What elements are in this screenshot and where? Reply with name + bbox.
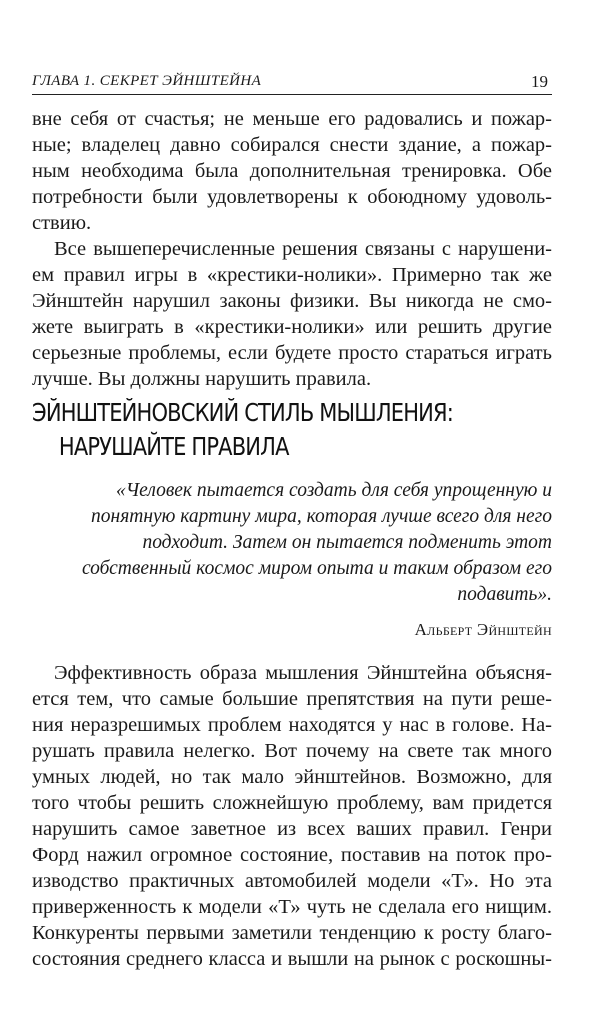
epigraph-quote [80,478,552,608]
text-line: ем правил игры в «крестики-нолики». Примерно так же [32,264,552,286]
text-line: Все вышеперечисленные решения связаны с нарушени- [54,238,552,260]
text-line: жете выиграть в «крестики-нолики» или решить другие [32,316,552,338]
heading-line: ЭЙНШТЕЙНОВСКИЙ СТИЛЬ МЫШЛЕНИЯ: [32,398,454,427]
quote-line: подавить». [457,584,552,605]
text-line: ния неразрешимых проблем находятся у нас в голове. На- [32,714,552,736]
quote-line: «Человек пытается создать для себя упрощенную и [115,480,552,501]
text-line: ется тем, что самые большие препятствия на пути реше- [32,688,552,710]
chapter-title: ГЛАВА 1. СЕКРЕТ ЭЙНШТЕЙНА [32,73,262,89]
text-line: Форд нажил огромное состояние, поставив на поток про- [32,844,552,866]
text-line: серьезные проблемы, если будете просто стараться играть [32,342,552,364]
page-number: 19 [531,72,548,91]
text-line: того чтобы решить сложнейшую проблему, вам придется [32,792,552,814]
running-header [32,72,552,95]
quote-line: подходит. Затем он пытается подменить этот [142,532,552,553]
text-line: умных людей, но так мало эйнштейнов. Возможно, для [32,766,552,788]
text-line: состояния среднего класса и вышли на рынок с роскошны- [32,948,552,970]
text-line: нарушить самое заветное из всех ваших правил. Генри [32,818,552,840]
text-line: вне себя от счастья; не меньше его радовались и пожар- [32,108,552,130]
text-line: Конкуренты первыми заметили тенденцию к росту благо- [32,922,552,944]
section-heading [32,396,469,464]
text-line: ным необходима была дополнительная тренировка. Обе [32,160,552,182]
text-line: изводство практичных автомобилей модели «Т». Но эта [32,870,552,892]
epigraph-author: Альберт Эйнштейн [414,620,552,639]
text-line: потребности были удовлетворены к обоюдному удоволь- [32,186,552,208]
text-line: приверженность к модели «Т» чуть не сделала его нищим. [32,896,552,918]
text-line: ные; владелец давно собирался снести здание, а пожар- [32,134,552,156]
quote-line: собственный космос миром опыта и таким образом его [81,558,552,579]
quote-line: понятную картину мира, которая лучше всего для него [91,506,552,527]
text-line: Эффективность образа мышления Эйнштейна объясня- [54,662,552,684]
text-line: рушать правила нелегко. Вот почему на свете так много [32,740,552,762]
text-line: ствию. [32,212,92,234]
text-line: лучше. Вы должны нарушить правила. [32,368,372,390]
text-line: Эйнштейн нарушил законы физики. Вы никогда не смо- [32,290,552,312]
paragraph-3 [32,660,552,972]
paragraph-2 [32,236,552,392]
paragraph-1 [32,106,552,236]
heading-line: НАРУШАЙТЕ ПРАВИЛА [58,432,289,461]
